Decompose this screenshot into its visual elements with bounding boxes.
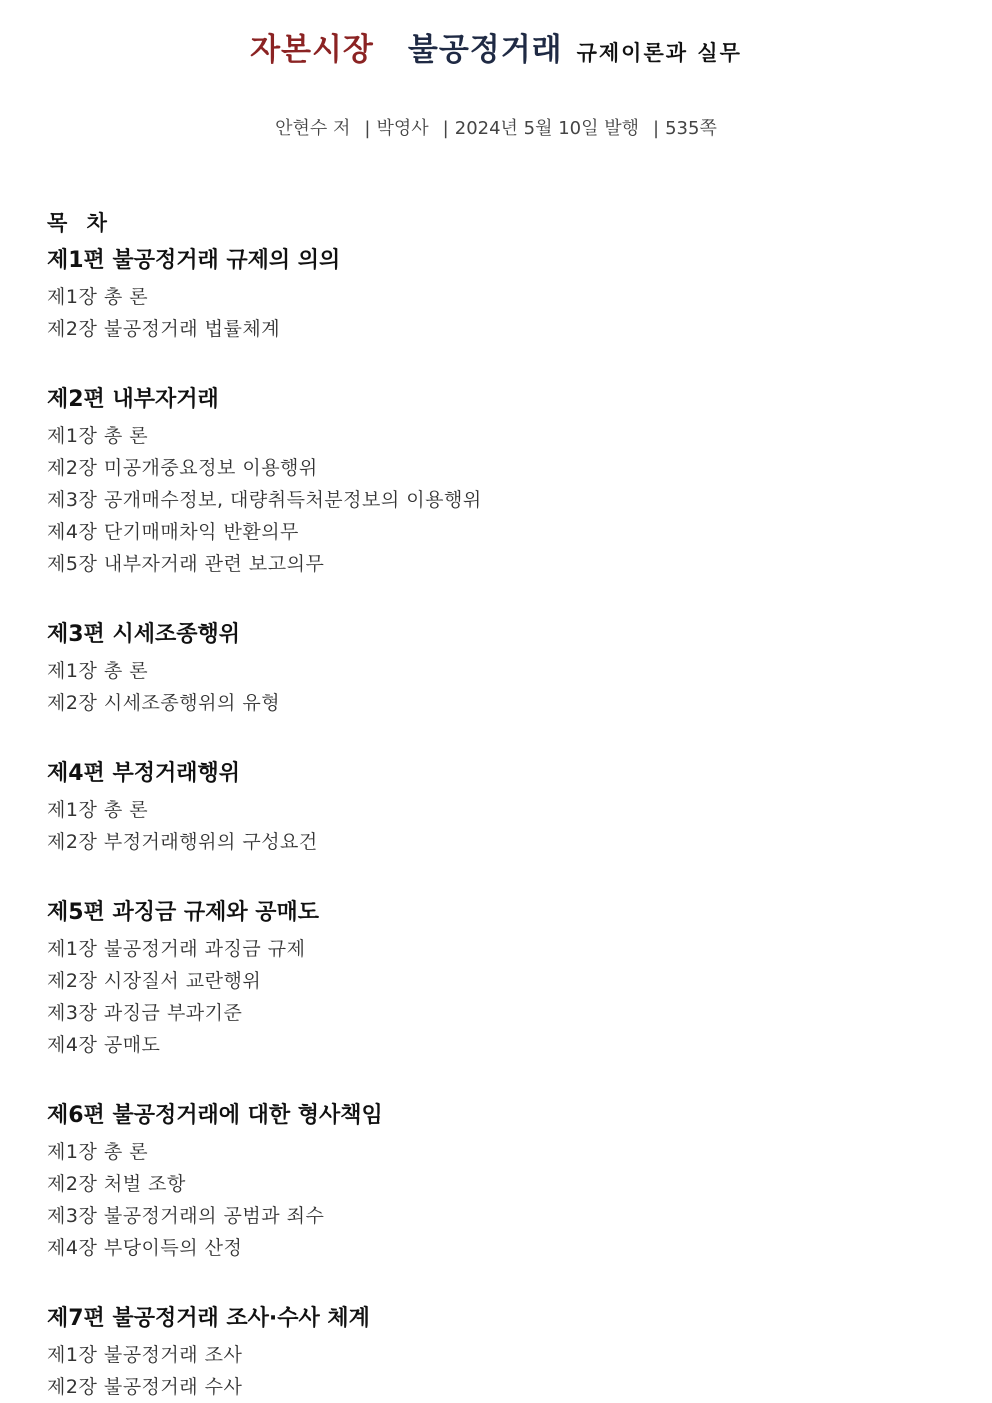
page-count: 535쪽 xyxy=(665,118,717,139)
separator: | xyxy=(653,118,660,139)
book-title xyxy=(0,24,992,69)
title-part1: 자본시장 xyxy=(250,32,374,68)
part-title: 제3편 시세조종행위 xyxy=(47,622,240,647)
chapter-item: 제3장 공개매수정보, 대량취득처분정보의 이용행위 xyxy=(47,489,482,511)
toc-part xyxy=(47,382,482,580)
chapter-item: 제2장 시세조종행위의 유형 xyxy=(47,692,281,714)
toc-part xyxy=(47,1301,482,1403)
title-part2: 불공정거래 xyxy=(407,32,563,68)
chapter-item: 제1장 총 론 xyxy=(47,799,149,821)
book-subtitle: 규제이론과 실무 xyxy=(576,40,742,65)
chapter-item: 제5장 내부자거래 관련 보고의무 xyxy=(47,553,325,575)
publish-date: 2024년 5월 10일 발행 xyxy=(454,118,640,139)
separator: | xyxy=(364,118,371,139)
chapter-item: 제1장 불공정거래 조사 xyxy=(47,1344,243,1366)
chapter-item: 제4장 부당이득의 산정 xyxy=(47,1237,243,1259)
chapter-item: 제2장 불공정거래 수사 xyxy=(47,1376,243,1398)
book-meta xyxy=(0,114,992,140)
part-title: 제1편 불공정거래 규제의 의의 xyxy=(47,248,341,273)
chapter-item: 제2장 처벌 조항 xyxy=(47,1173,186,1195)
chapter-item: 제2장 시장질서 교란행위 xyxy=(47,970,262,992)
chapter-item: 제2장 부정거래행위의 구성요건 xyxy=(47,831,318,853)
toc-title: 목 차 xyxy=(47,211,113,235)
part-title: 제2편 내부자거래 xyxy=(47,387,219,412)
toc-part xyxy=(47,756,482,858)
toc-part xyxy=(47,895,482,1061)
chapter-item: 제4장 공매도 xyxy=(47,1034,161,1056)
chapter-item: 제1장 총 론 xyxy=(47,286,149,308)
chapter-item: 제2장 미공개중요정보 이용행위 xyxy=(47,457,318,479)
table-of-contents xyxy=(47,207,482,1403)
toc-part xyxy=(47,243,482,345)
part-title: 제6편 불공정거래에 대한 형사책임 xyxy=(47,1103,383,1128)
toc-parts xyxy=(47,243,482,1403)
chapter-item: 제1장 총 론 xyxy=(47,425,149,447)
part-title: 제5편 과징금 규제와 공매도 xyxy=(47,900,320,925)
chapter-item: 제1장 불공정거래 과징금 규제 xyxy=(47,938,306,960)
part-title: 제7편 불공정거래 조사·수사 체계 xyxy=(47,1306,370,1331)
toc-part xyxy=(47,617,482,719)
toc-part xyxy=(47,1098,482,1264)
part-title: 제4편 부정거래행위 xyxy=(47,761,240,786)
chapter-item: 제2장 불공정거래 법률체계 xyxy=(47,318,281,340)
chapter-item: 제3장 불공정거래의 공범과 죄수 xyxy=(47,1205,325,1227)
chapter-item: 제1장 총 론 xyxy=(47,1141,149,1163)
separator: | xyxy=(442,118,449,139)
chapter-item: 제3장 과징금 부과기준 xyxy=(47,1002,243,1024)
publisher: 박영사 xyxy=(376,118,429,139)
author: 안현수 저 xyxy=(275,118,351,139)
chapter-item: 제4장 단기매매차익 반환의무 xyxy=(47,521,299,543)
chapter-item: 제1장 총 론 xyxy=(47,660,149,682)
